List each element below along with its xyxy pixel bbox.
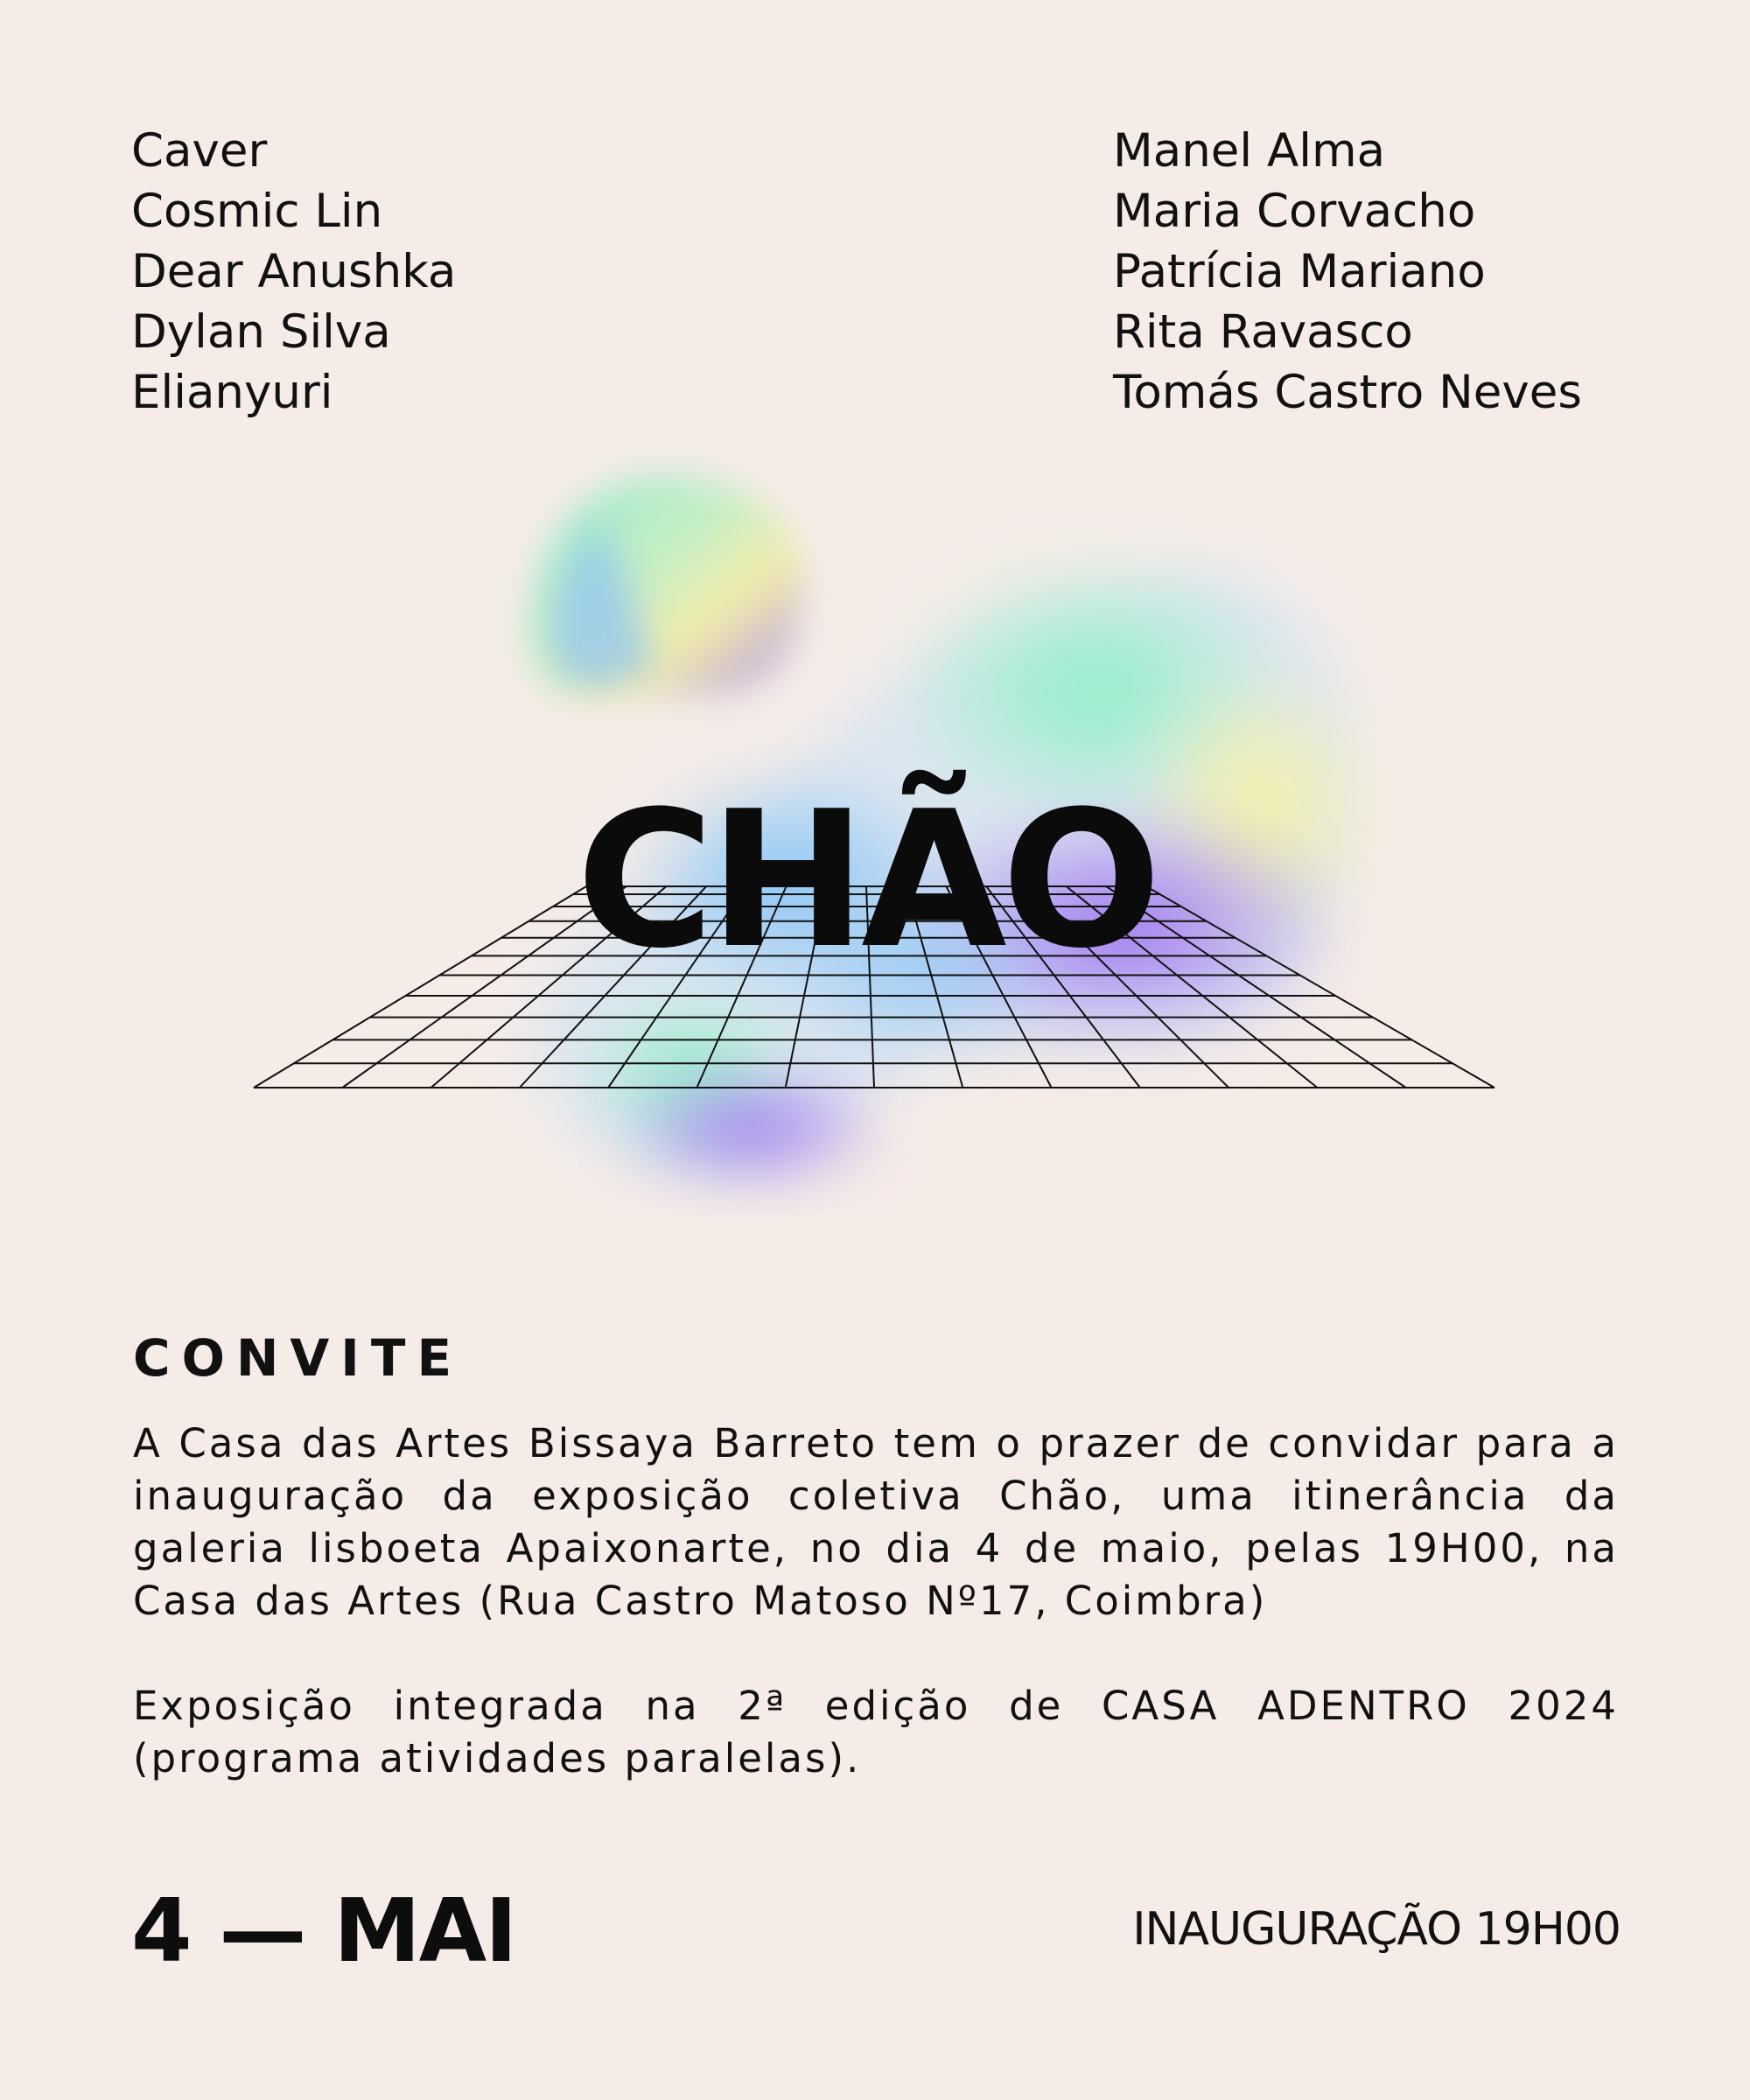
hero-artwork xyxy=(0,438,1750,1225)
opening-time: INAUGURAÇÃO 19H00 xyxy=(1132,1903,1620,1956)
small-gradient-blob xyxy=(527,476,802,699)
invite-label: CONVITE xyxy=(133,1328,464,1388)
artist-name: Elianyuri xyxy=(131,366,333,419)
artist-list-right xyxy=(1113,121,1582,423)
artist-name: Patrícia Mariano xyxy=(1113,245,1486,298)
artist-name: Dylan Silva xyxy=(131,305,391,359)
artist-name: Tomás Castro Neves xyxy=(1113,366,1582,419)
event-date: 4 — MAI xyxy=(131,1880,516,1982)
artist-name: Rita Ravasco xyxy=(1113,305,1413,359)
artist-name: Maria Corvacho xyxy=(1113,185,1476,238)
program-note: Exposição integrada na 2ª edição de CASA ADENTRO 2024 (programa atividades paralelas). xyxy=(133,1683,1619,1782)
artist-name: Caver xyxy=(131,124,268,178)
artist-name: Cosmic Lin xyxy=(131,185,383,238)
artist-name: Dear Anushka xyxy=(131,245,457,298)
artist-list-left xyxy=(131,121,456,423)
exhibition-title: CHÃO xyxy=(576,770,1157,990)
artist-name: Manel Alma xyxy=(1113,124,1386,178)
invite-paragraph: A Casa das Artes Bissaya Barreto tem o prazer de convidar para a inauguração da exposição coletiva Chão, uma itinerância da galeria lisboeta Apaixonarte, no dia 4 de maio, pelas 19H00, na Casa das Artes (Rua Castro Matoso Nº17, Coimbra) xyxy=(133,1420,1619,1624)
